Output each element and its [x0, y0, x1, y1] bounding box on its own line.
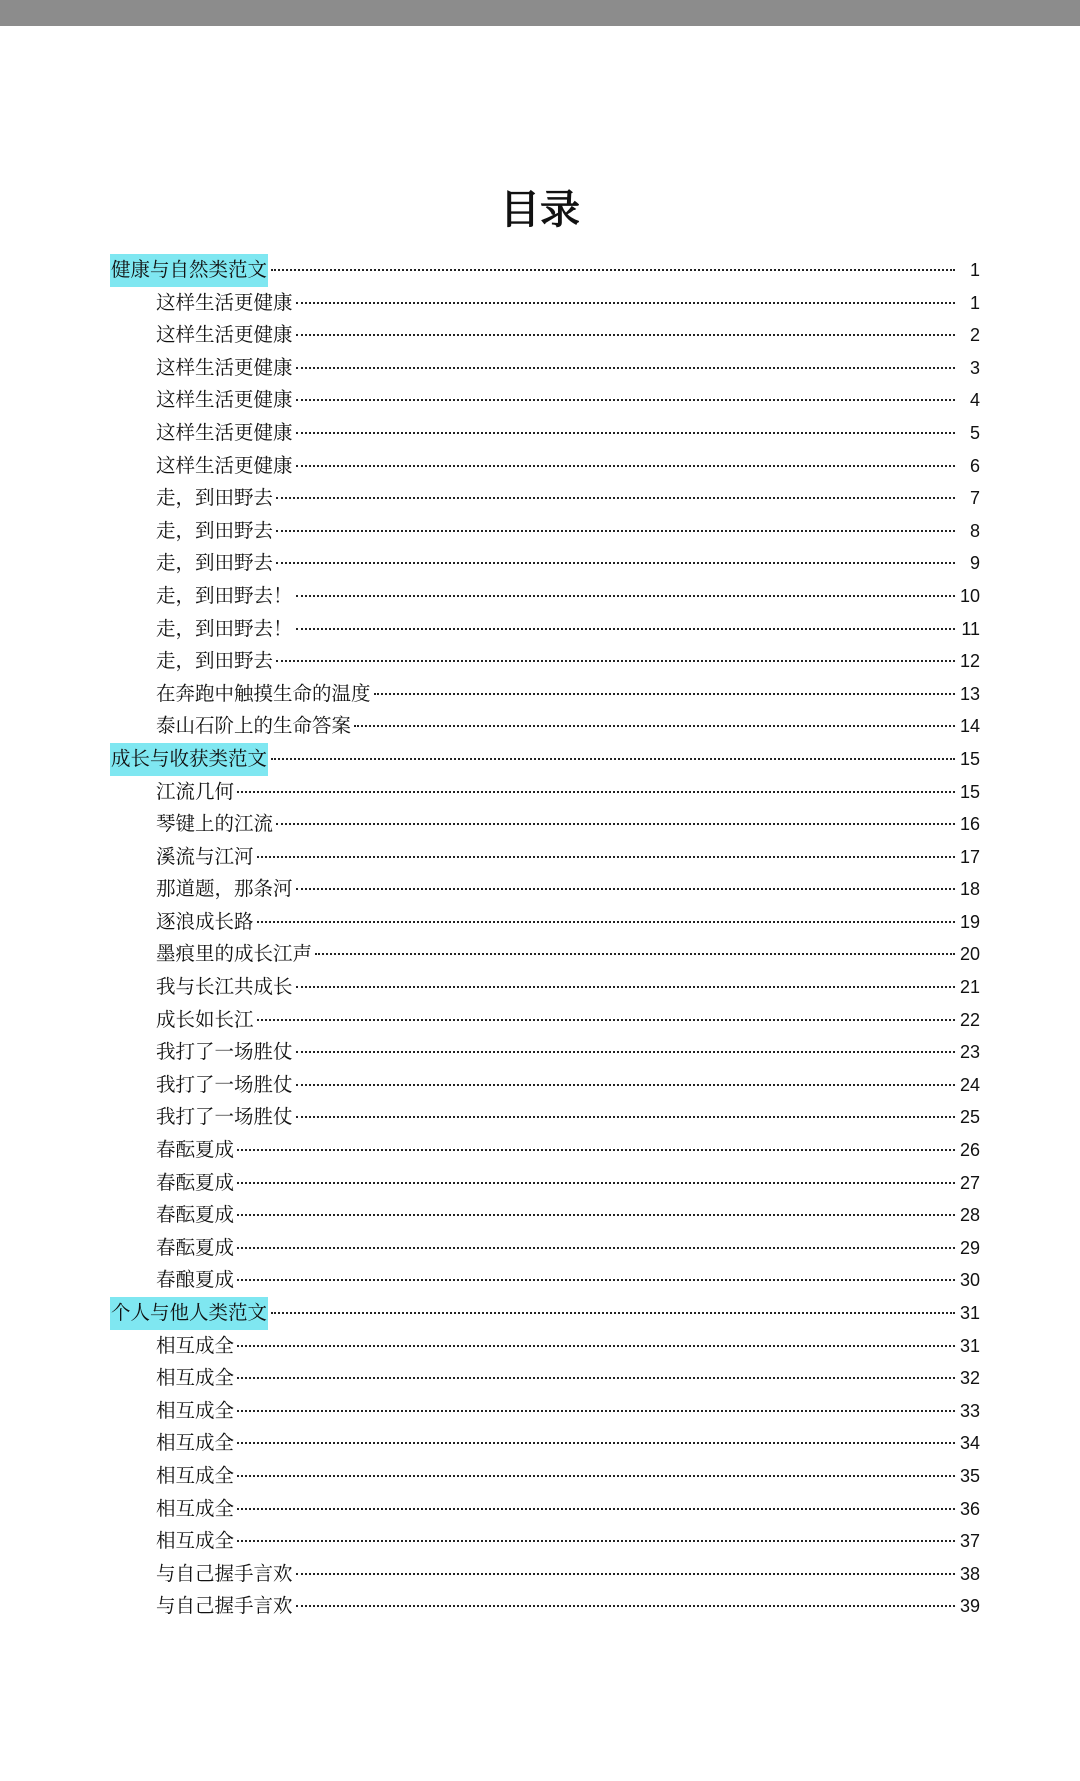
toc-entry[interactable]	[110, 1590, 980, 1623]
toc-entry-label[interactable]: 春酝夏成	[156, 1235, 235, 1259]
toc-page-number[interactable]: 26	[959, 1140, 980, 1161]
toc-dot-leader	[237, 1410, 955, 1412]
toc-entry-label[interactable]: 这样生活更健康	[156, 453, 293, 477]
toc-entry[interactable]	[110, 1167, 980, 1200]
toc-entry-label[interactable]: 走，到田野去！	[156, 583, 293, 607]
toc-page-number[interactable]: 33	[959, 1400, 980, 1421]
toc-page-number[interactable]: 10	[959, 585, 980, 606]
toc-entry[interactable]	[110, 352, 980, 385]
toc-section-heading[interactable]	[110, 1297, 980, 1330]
document-page	[0, 26, 1080, 1781]
toc-entry-label[interactable]: 溪流与江河	[156, 844, 254, 868]
toc-dot-leader	[296, 432, 955, 434]
toc-entry-label[interactable]: 走，到田野去	[156, 649, 274, 673]
toc-entry-label[interactable]: 春酿夏成	[156, 1268, 235, 1292]
toc-dot-leader	[296, 367, 955, 369]
toc-entry-label[interactable]: 墨痕里的成长江声	[156, 942, 313, 966]
toc-dot-leader	[296, 1605, 955, 1607]
toc-dot-leader	[374, 693, 955, 695]
toc-page-number[interactable]: 35	[959, 1465, 980, 1486]
toc-dot-leader	[237, 1508, 955, 1510]
toc-entry[interactable]	[110, 287, 980, 320]
toc-dot-leader	[296, 595, 955, 597]
toc-entry[interactable]	[110, 482, 980, 515]
toc-dot-leader	[296, 465, 955, 467]
toc-dot-leader	[296, 302, 955, 304]
toc-entry[interactable]	[110, 1362, 980, 1395]
toc-entry-label[interactable]: 相互成全	[156, 1431, 235, 1455]
toc-entry[interactable]	[110, 971, 980, 1004]
toc-dot-leader	[237, 1182, 955, 1184]
toc-entry[interactable]	[110, 678, 980, 711]
toc-entry-label[interactable]: 江流几何	[156, 779, 235, 803]
toc-entry[interactable]	[110, 1525, 980, 1558]
toc-entry-label[interactable]: 这样生活更健康	[156, 323, 293, 347]
toc-entry[interactable]	[110, 1069, 980, 1102]
toc-entry-label[interactable]: 走，到田野去	[156, 551, 274, 575]
toc-page-number[interactable]: 20	[959, 944, 980, 965]
toc-dot-leader	[354, 725, 955, 727]
toc-dot-leader	[237, 1149, 955, 1151]
toc-page-number[interactable]: 12	[959, 651, 980, 672]
toc-dot-leader	[271, 1312, 955, 1314]
page-title: 目录	[500, 187, 580, 233]
toc-entry-label[interactable]: 相互成全	[156, 1463, 235, 1487]
toc-page-number[interactable]: 18	[959, 879, 980, 900]
toc-entry-label[interactable]: 与自己握手言欢	[156, 1594, 293, 1618]
toc-page-number[interactable]: 9	[969, 553, 980, 574]
toc-dot-leader	[276, 823, 955, 825]
toc-page-number[interactable]: 31	[959, 1335, 980, 1356]
toc-entry-label[interactable]: 成长与收获类范文	[110, 743, 268, 776]
toc-entry[interactable]	[110, 1199, 980, 1232]
toc-entry-label[interactable]: 相互成全	[156, 1366, 235, 1390]
toc-entry[interactable]	[110, 1134, 980, 1167]
toc-entry[interactable]	[110, 1558, 980, 1591]
toc-page-number[interactable]: 15	[959, 748, 980, 769]
toc-dot-leader	[237, 1214, 955, 1216]
toc-entry-label[interactable]: 相互成全	[156, 1333, 235, 1357]
toc-entry-label[interactable]: 我打了一场胜仗	[156, 1040, 293, 1064]
toc-entry[interactable]	[110, 906, 980, 939]
toc-page-number[interactable]: 31	[959, 1303, 980, 1323]
toc-entry[interactable]	[110, 417, 980, 450]
toc-entry[interactable]	[110, 841, 980, 874]
toc-dot-leader	[237, 1247, 955, 1249]
toc-entry-label[interactable]: 我与长江共成长	[156, 975, 293, 999]
toc-page-number[interactable]: 38	[959, 1563, 980, 1584]
toc-entry-label[interactable]: 我打了一场胜仗	[156, 1072, 293, 1096]
toc-page-number[interactable]: 34	[959, 1433, 980, 1454]
toc-entry[interactable]	[110, 613, 980, 646]
toc-entry-label[interactable]: 逐浪成长路	[156, 909, 254, 933]
toc-dot-leader	[296, 1573, 955, 1575]
toc-entry-label[interactable]: 那道题，那条河	[156, 877, 293, 901]
toc-page-number[interactable]: 17	[959, 846, 980, 867]
toc-entry[interactable]	[110, 873, 980, 906]
toc-page-number[interactable]: 39	[959, 1596, 980, 1617]
toc-entry-label[interactable]: 相互成全	[156, 1529, 235, 1553]
toc-page-number[interactable]: 4	[969, 390, 980, 411]
toc-page-number[interactable]: 32	[959, 1368, 980, 1389]
toc-page-number[interactable]: 13	[959, 683, 980, 704]
toc-page-number[interactable]: 15	[959, 781, 980, 802]
toc-entry[interactable]	[110, 1493, 980, 1526]
toc-dot-leader	[296, 399, 955, 401]
toc-entry-label[interactable]: 这样生活更健康	[156, 420, 293, 444]
toc-entry-label[interactable]: 相互成全	[156, 1496, 235, 1520]
toc-entry[interactable]	[110, 776, 980, 809]
toc-entry[interactable]	[110, 580, 980, 613]
toc-page-number[interactable]: 25	[959, 1107, 980, 1128]
toc-dot-leader	[296, 1051, 955, 1053]
toc-entry-label[interactable]: 春酝夏成	[156, 1138, 235, 1162]
toc-page-number[interactable]: 27	[959, 1172, 980, 1193]
toc-section-heading[interactable]	[110, 743, 980, 776]
toc-page-number[interactable]: 29	[959, 1237, 980, 1258]
toc-dot-leader	[296, 628, 955, 630]
toc-page-number[interactable]: 22	[959, 1009, 980, 1030]
toc-entry-label[interactable]: 在奔跑中触摸生命的温度	[156, 681, 371, 705]
toc-entry-label[interactable]: 这样生活更健康	[156, 290, 293, 314]
toc-entry-label[interactable]: 与自己握手言欢	[156, 1561, 293, 1585]
toc-page-number[interactable]: 14	[959, 716, 980, 737]
toc-entry-label[interactable]: 春酝夏成	[156, 1203, 235, 1227]
toc-page-number[interactable]: 1	[969, 260, 980, 280]
toc-entry-label[interactable]: 个人与他人类范文	[110, 1297, 268, 1330]
toc-dot-leader	[296, 888, 955, 890]
toc-entry[interactable]	[110, 1036, 980, 1069]
toc-entry-label[interactable]: 我打了一场胜仗	[156, 1105, 293, 1129]
toc-page-number[interactable]: 3	[969, 357, 980, 378]
toc-dot-leader	[237, 1279, 955, 1281]
toc-entry-label[interactable]: 这样生活更健康	[156, 355, 293, 379]
toc-entry[interactable]	[110, 1101, 980, 1134]
toc-entry-label[interactable]: 走，到田野去	[156, 518, 274, 542]
top-bar	[0, 0, 1080, 26]
toc-page-number[interactable]: 19	[959, 911, 980, 932]
toc-dot-leader	[257, 856, 955, 858]
toc-page-number[interactable]: 37	[959, 1531, 980, 1552]
toc-entry[interactable]	[110, 319, 980, 352]
toc-entry[interactable]	[110, 938, 980, 971]
toc-entry-label[interactable]: 成长如长江	[156, 1007, 254, 1031]
toc-entry[interactable]	[110, 710, 980, 743]
toc-dot-leader	[237, 1377, 955, 1379]
toc-dot-leader	[237, 1540, 955, 1542]
toc-page-number[interactable]: 8	[969, 520, 980, 541]
toc-entry[interactable]	[110, 1460, 980, 1493]
toc-dot-leader	[257, 1019, 955, 1021]
toc-dot-leader	[237, 1442, 955, 1444]
toc-dot-leader	[296, 986, 955, 988]
toc-entry-label[interactable]: 走，到田野去！	[156, 616, 293, 640]
toc-entry[interactable]	[110, 1232, 980, 1265]
toc-page-number[interactable]: 7	[969, 488, 980, 509]
toc-page-number[interactable]: 24	[959, 1074, 980, 1095]
toc-page-number[interactable]: 21	[959, 977, 980, 998]
toc-dot-leader	[271, 269, 955, 271]
toc-entry[interactable]	[110, 808, 980, 841]
toc-dot-leader	[276, 562, 955, 564]
toc-entry[interactable]	[110, 450, 980, 483]
toc-dot-leader	[257, 921, 955, 923]
toc-entry-label[interactable]: 相互成全	[156, 1398, 235, 1422]
toc-dot-leader	[296, 334, 955, 336]
toc-dot-leader	[296, 1084, 955, 1086]
toc-page-number[interactable]: 6	[969, 455, 980, 476]
toc-entry-label[interactable]: 健康与自然类范文	[110, 254, 268, 287]
toc-entry-label[interactable]: 走，到田野去	[156, 486, 274, 510]
toc-entry[interactable]	[110, 547, 980, 580]
toc-entry[interactable]	[110, 1264, 980, 1297]
toc-dot-leader	[237, 791, 955, 793]
toc-entry[interactable]	[110, 1395, 980, 1428]
toc-entry[interactable]	[110, 1004, 980, 1037]
toc-page-number[interactable]: 23	[959, 1042, 980, 1063]
toc-entry-label[interactable]: 琴键上的江流	[156, 812, 274, 836]
table-of-contents	[110, 254, 980, 1623]
toc-page-number[interactable]: 1	[969, 292, 980, 313]
toc-page-number[interactable]: 11	[961, 618, 980, 639]
toc-entry-label[interactable]: 泰山石阶上的生命答案	[156, 714, 352, 738]
toc-entry[interactable]	[110, 1330, 980, 1363]
toc-entry[interactable]	[110, 1427, 980, 1460]
toc-page-number[interactable]: 28	[959, 1205, 980, 1226]
toc-page-number[interactable]: 30	[959, 1270, 980, 1291]
toc-dot-leader	[276, 660, 955, 662]
toc-page-number[interactable]: 2	[969, 325, 980, 346]
toc-entry[interactable]	[110, 515, 980, 548]
toc-entry[interactable]	[110, 384, 980, 417]
toc-dot-leader	[271, 758, 955, 760]
toc-dot-leader	[276, 530, 955, 532]
toc-page-number[interactable]: 16	[959, 814, 980, 835]
toc-page-number[interactable]: 36	[959, 1498, 980, 1519]
toc-dot-leader	[315, 953, 955, 955]
toc-dot-leader	[276, 497, 955, 499]
toc-page-number[interactable]: 5	[969, 422, 980, 443]
toc-entry-label[interactable]: 这样生活更健康	[156, 388, 293, 412]
toc-entry[interactable]	[110, 645, 980, 678]
toc-entry-label[interactable]: 春酝夏成	[156, 1170, 235, 1194]
toc-dot-leader	[296, 1116, 955, 1118]
toc-dot-leader	[237, 1345, 955, 1347]
toc-dot-leader	[237, 1475, 955, 1477]
toc-section-heading[interactable]	[110, 254, 980, 287]
